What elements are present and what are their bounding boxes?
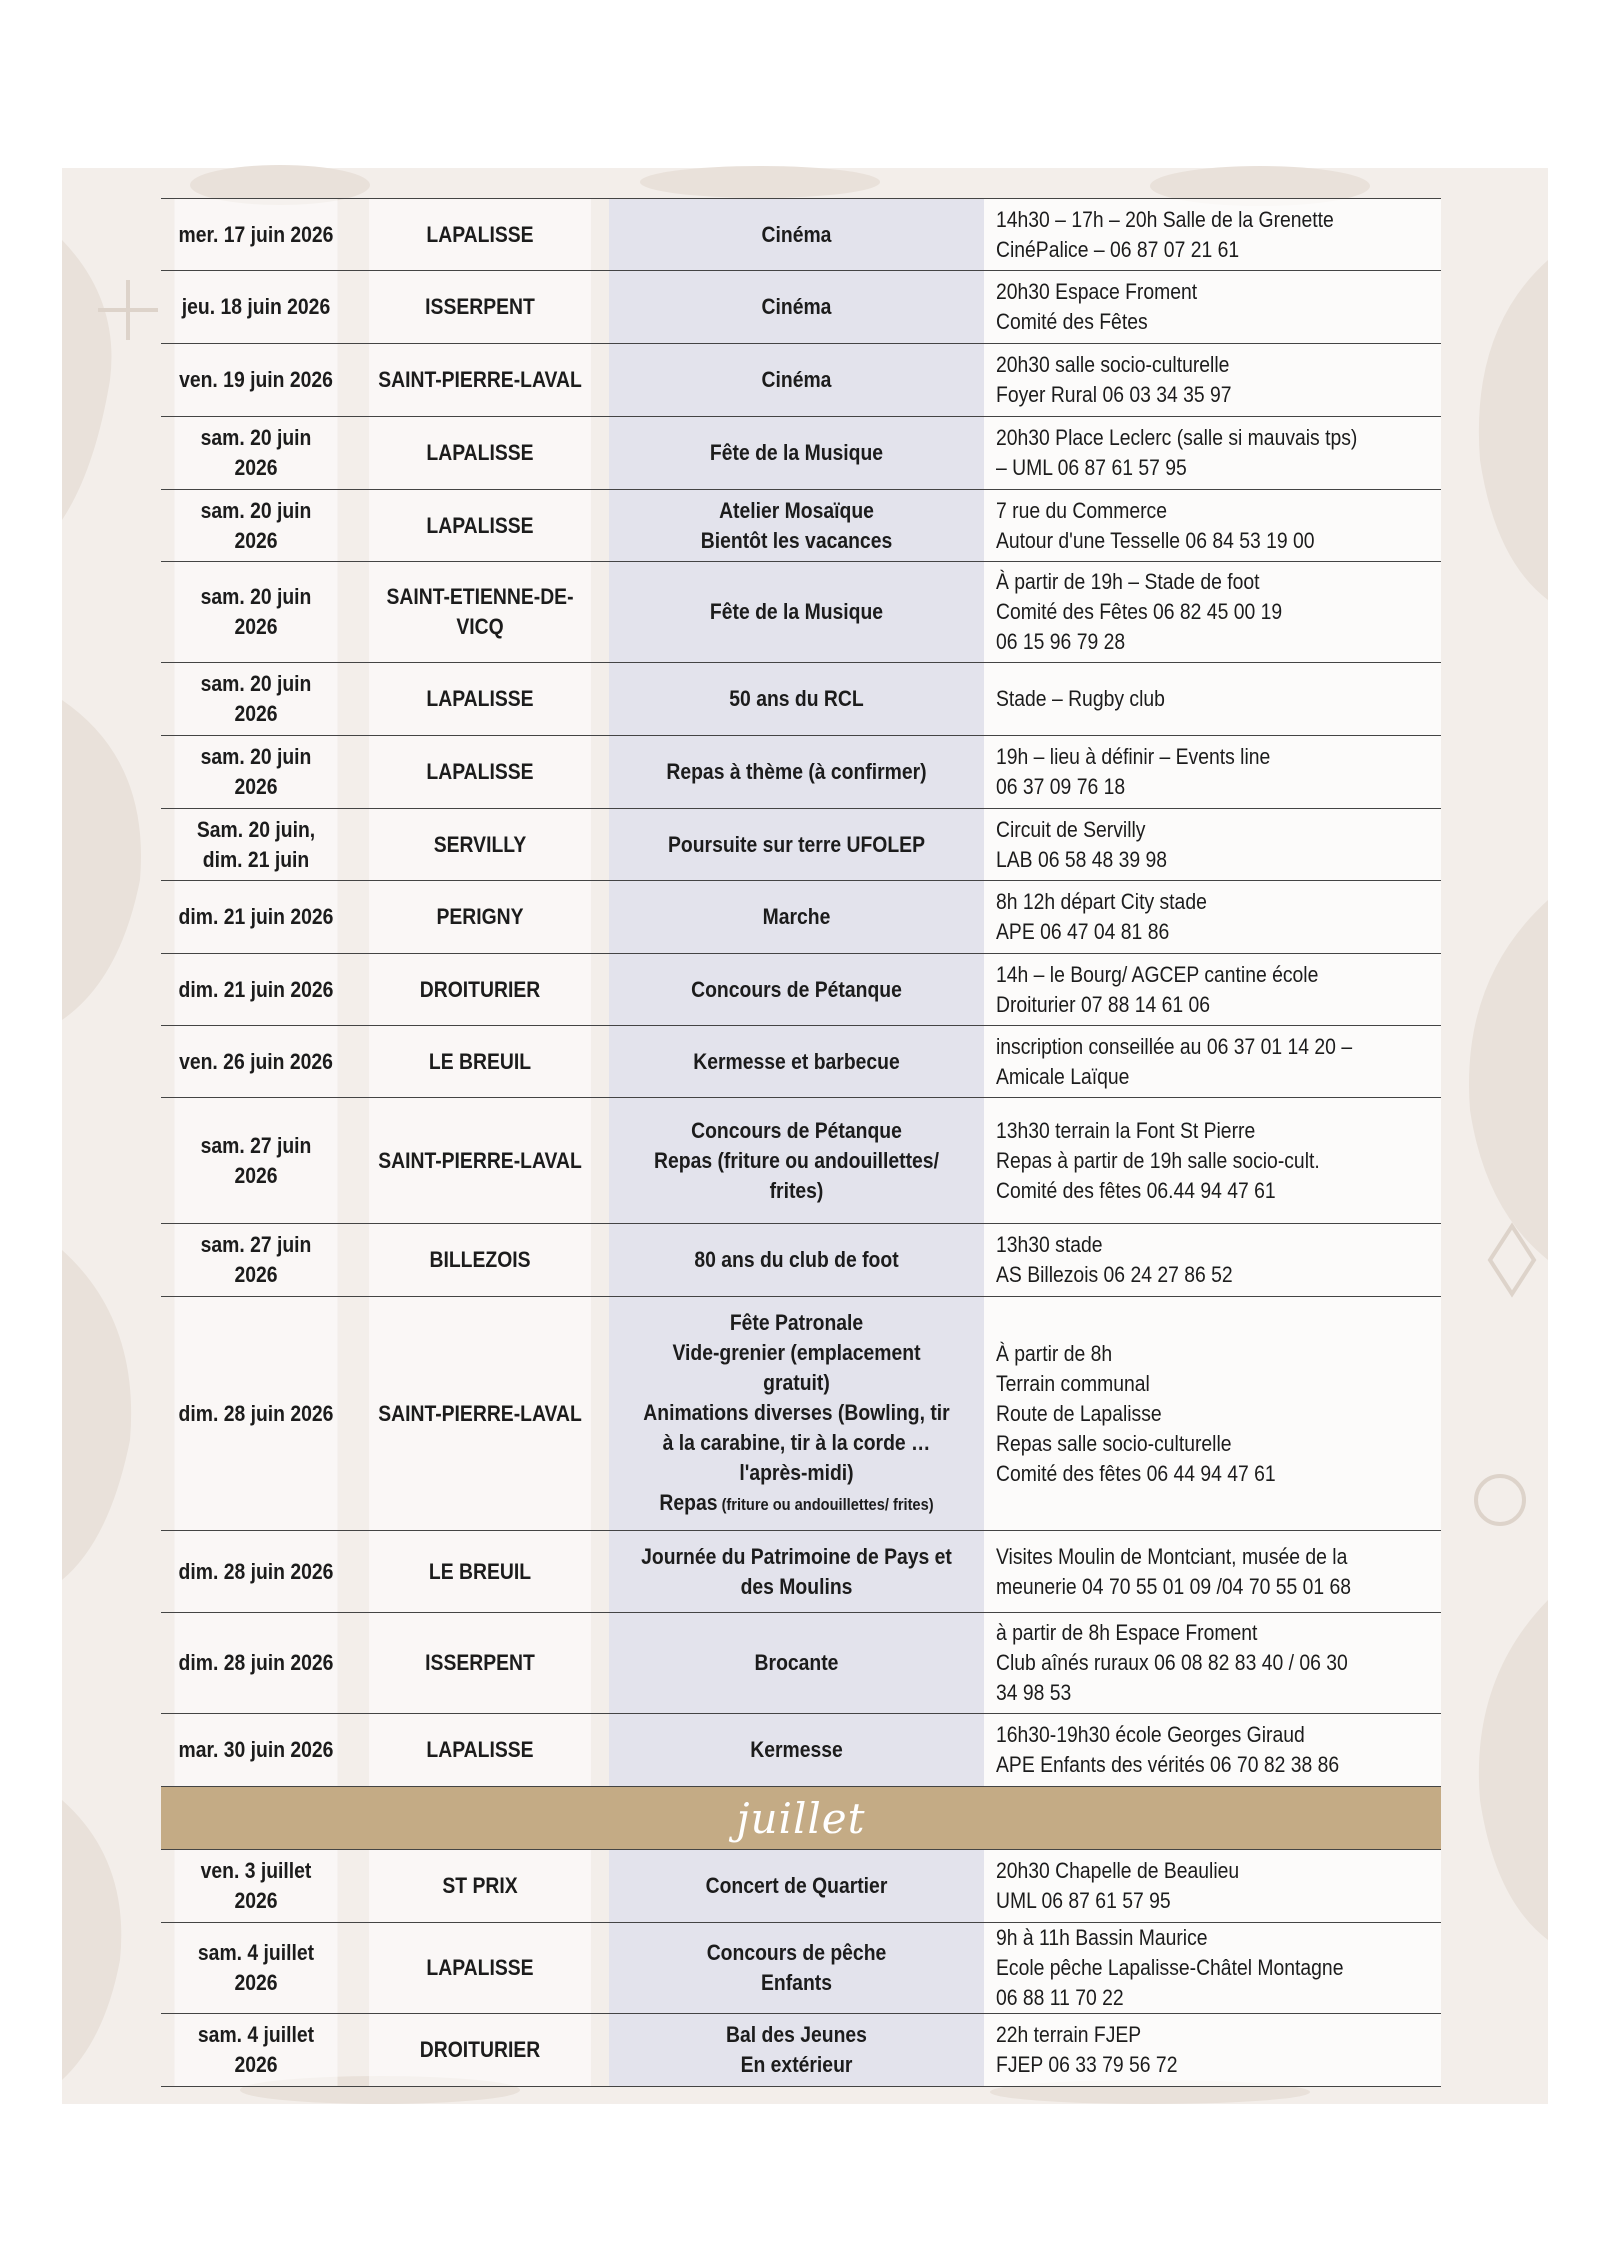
table-row (161, 881, 1441, 954)
event-date (174, 199, 337, 271)
event-location-line: SAINT-PIERRE-LAVAL (378, 1400, 582, 1426)
event-date-line: 2026 (234, 1888, 278, 1913)
event-details (984, 809, 1441, 881)
event-details-line: Circuit de Servilly (996, 816, 1146, 842)
event-details-line: APE 06 47 04 81 86 (996, 919, 1170, 944)
event-details-line: UML 06 87 61 57 95 (996, 1888, 1171, 1913)
event-date-line: sam. 20 juin (200, 744, 312, 769)
event-title-line: à la carabine, tir à la corde … (662, 1429, 931, 1455)
event-date (174, 1098, 337, 1224)
event-location (369, 1613, 591, 1714)
event-details-line: APE Enfants des vérités 06 70 82 38 86 (996, 1752, 1340, 1777)
event-location (369, 562, 591, 663)
event-details-line: À partir de 8h (996, 1340, 1113, 1366)
event-date (174, 881, 337, 954)
event-location-line: ST PRIX (442, 1873, 518, 1898)
event-date-line: ven. 26 juin 2026 (179, 1048, 333, 1074)
event-location (369, 881, 591, 954)
event-location-line: LE BREUIL (428, 1558, 532, 1584)
event-title (609, 199, 984, 271)
event-title-line: Animations diverses (Bowling, tir (643, 1399, 950, 1425)
event-details (984, 954, 1441, 1026)
event-details-line: 9h à 11h Bassin Maurice (996, 1925, 1208, 1950)
event-details-line: LAB 06 58 48 39 98 (996, 846, 1168, 872)
event-date (174, 809, 337, 881)
event-details-line: Comité des fêtes 06 44 94 47 61 (996, 1460, 1276, 1486)
event-location-line: LAPALISSE (426, 686, 534, 711)
event-details-line: Club aînés ruraux 06 08 82 83 40 / 06 30 (996, 1650, 1348, 1675)
event-details-line: Route de Lapalisse (996, 1400, 1162, 1426)
table-row (161, 1098, 1441, 1224)
event-title-line: Bal des Jeunes (726, 2022, 867, 2047)
event-details-line: meunerie 04 70 55 01 09 /04 70 55 01 68 (996, 1573, 1352, 1599)
event-date-line: sam. 20 juin (200, 497, 312, 523)
event-details (984, 1531, 1441, 1613)
event-details-line: Repas salle socio-culturelle (996, 1430, 1232, 1456)
event-details (984, 663, 1441, 736)
event-details (984, 1850, 1441, 1923)
event-title-line: En extérieur (740, 2052, 853, 2077)
event-title-line: Marche (762, 904, 831, 929)
event-details-line: 06 15 96 79 28 (996, 629, 1126, 654)
event-date (174, 663, 337, 736)
event-details-line: 8h 12h départ City stade (996, 889, 1207, 914)
event-date-line: ven. 19 juin 2026 (179, 367, 333, 392)
event-location (369, 271, 591, 344)
event-details-line: 20h30 Chapelle de Beaulieu (996, 1858, 1240, 1883)
event-title-inner (635, 830, 958, 860)
event-details-line: 20h30 Place Leclerc (salle si mauvais tps) (996, 425, 1358, 450)
event-location-line: BILLEZOIS (429, 1247, 531, 1272)
event-details-line: 13h30 stade (996, 1232, 1103, 1257)
event-details-line: AS Billezois 06 24 27 86 52 (996, 1262, 1233, 1287)
event-details-inner (996, 2020, 1379, 2080)
event-details (984, 1098, 1441, 1224)
event-details (984, 1714, 1441, 1787)
event-details-line: FJEP 06 33 79 56 72 (996, 2052, 1178, 2077)
event-title-line: Brocante (754, 1650, 839, 1675)
event-details-inner (996, 815, 1379, 875)
event-location (369, 1923, 591, 2014)
event-location (369, 417, 591, 490)
event-details-inner (996, 1618, 1379, 1708)
event-details (984, 1613, 1441, 1714)
event-details (984, 490, 1441, 562)
event-title-line: Fête de la Musique (709, 599, 884, 624)
table-row (161, 954, 1441, 1026)
event-location-line: ISSERPENT (425, 294, 535, 319)
event-details-line: Droiturier 07 88 14 61 06 (996, 991, 1211, 1017)
event-date-line: dim. 28 juin 2026 (178, 1650, 334, 1675)
event-details-line: Autour d'une Tesselle 06 84 53 19 00 (996, 527, 1315, 553)
event-details-line: Amicale Laïque (996, 1063, 1130, 1089)
event-details (984, 736, 1441, 809)
events-table-body (161, 199, 1441, 2087)
event-title (609, 1297, 984, 1531)
table-row (161, 1297, 1441, 1531)
event-title-inner (635, 902, 958, 932)
event-details-line: 19h – lieu à définir – Events line (996, 744, 1271, 769)
event-details-inner (996, 567, 1379, 657)
event-details-line: 20h30 salle socio-culturelle (996, 352, 1230, 377)
event-details-line: 22h terrain FJEP (996, 2022, 1142, 2047)
event-title-line: Poursuite sur terre UFOLEP (667, 831, 925, 857)
event-details-inner (996, 277, 1379, 337)
event-location (369, 344, 591, 417)
event-date (174, 2014, 337, 2087)
event-location (369, 1297, 591, 1531)
event-date (174, 954, 337, 1026)
event-details-inner (996, 1230, 1379, 1290)
event-date-line: dim. 28 juin 2026 (178, 1558, 334, 1584)
event-date-line: mer. 17 juin 2026 (178, 221, 334, 247)
event-details (984, 271, 1441, 344)
event-title-inner (635, 975, 958, 1005)
event-title-inner (635, 1116, 958, 1206)
event-location-line: VICQ (456, 614, 504, 639)
event-title-line: gratuit) (763, 1369, 830, 1395)
event-title (609, 271, 984, 344)
event-date-line: sam. 27 juin (200, 1132, 312, 1158)
event-location (369, 1098, 591, 1224)
event-details-line: Foyer Rural 06 03 34 35 97 (996, 382, 1232, 407)
event-details-line: Repas à partir de 19h salle socio-cult. (996, 1147, 1320, 1173)
event-date-line: sam. 20 juin (200, 425, 312, 450)
event-location-line: ISSERPENT (425, 1650, 535, 1675)
event-details-inner (996, 1116, 1379, 1206)
event-location (369, 736, 591, 809)
event-title (609, 1613, 984, 1714)
event-title-inner (635, 2020, 958, 2080)
event-details-line: À partir de 19h – Stade de foot (996, 569, 1260, 594)
event-title (609, 1850, 984, 1923)
event-details (984, 2014, 1441, 2087)
event-title (609, 562, 984, 663)
event-title-inner (635, 1871, 958, 1901)
event-title-line: des Moulins (740, 1573, 853, 1599)
event-title-line: Concours de Pétanque (691, 976, 902, 1002)
event-location-line: LE BREUIL (428, 1048, 532, 1074)
event-location (369, 490, 591, 562)
table-row (161, 1850, 1441, 1923)
event-title-line (635, 1488, 958, 1520)
event-title-inner (635, 1047, 958, 1077)
event-details-inner (996, 205, 1379, 265)
event-location-line: DROITURIER (419, 2037, 541, 2062)
event-details-inner (996, 1032, 1379, 1092)
event-location-line: LAPALISSE (426, 512, 534, 538)
table-row (161, 1531, 1441, 1613)
event-date (174, 1714, 337, 1787)
event-title (609, 344, 984, 417)
event-title (609, 881, 984, 954)
event-title-note: (friture ou andouillettes/ frites) (717, 1494, 934, 1514)
event-title-line: l'après-midi) (739, 1459, 854, 1485)
event-location-line: DROITURIER (419, 976, 541, 1002)
event-title-inner (635, 757, 958, 787)
event-date-line: Sam. 20 juin, (196, 816, 316, 842)
event-title-line: Concours de Pétanque (691, 1117, 902, 1143)
event-title (609, 663, 984, 736)
event-title-line: Kermesse et barbecue (693, 1048, 900, 1074)
event-date-line: 2026 (234, 1262, 278, 1287)
event-location (369, 199, 591, 271)
event-details (984, 1224, 1441, 1297)
event-date (174, 490, 337, 562)
table-row (161, 736, 1441, 809)
table-row (161, 562, 1441, 663)
event-details (984, 1923, 1441, 2014)
event-date-line: sam. 4 juillet (197, 1940, 315, 1965)
event-details (984, 344, 1441, 417)
event-details-inner (996, 350, 1379, 410)
event-location-line: SAINT-PIERRE-LAVAL (378, 367, 582, 392)
event-title (609, 1714, 984, 1787)
event-details-inner (996, 1339, 1379, 1489)
event-date-line: 2026 (234, 455, 278, 480)
event-title-inner (635, 1648, 958, 1678)
event-details-line: Comité des Fêtes 06 82 45 00 19 (996, 599, 1283, 624)
table-row (161, 199, 1441, 271)
event-title-line: Enfants (761, 1970, 832, 1995)
event-details-line: 14h30 – 17h – 20h Salle de la Grenette (996, 206, 1334, 232)
event-title (609, 1923, 984, 2014)
event-title-inner (635, 365, 958, 395)
table-row (161, 2014, 1441, 2087)
event-details-line: Ecole pêche Lapalisse-Châtel Montagne (996, 1955, 1344, 1980)
table-row (161, 271, 1441, 344)
event-title-inner (635, 1542, 958, 1602)
event-title-inner (635, 1735, 958, 1765)
event-details-line: 34 98 53 (996, 1680, 1072, 1705)
event-title (609, 1026, 984, 1098)
event-title (609, 1531, 984, 1613)
event-title (609, 1098, 984, 1224)
event-location (369, 1531, 591, 1613)
event-title-line: Cinéma (761, 294, 832, 319)
table-row (161, 1026, 1441, 1098)
event-title-bold: Repas (659, 1489, 718, 1515)
event-location (369, 663, 591, 736)
event-location (369, 954, 591, 1026)
event-date-line: ven. 3 juillet (200, 1858, 312, 1883)
event-details-inner (996, 1720, 1379, 1780)
event-details (984, 881, 1441, 954)
event-title (609, 809, 984, 881)
events-table (161, 198, 1441, 2087)
event-title-line: Concert de Quartier (705, 1873, 888, 1898)
table-row (161, 1613, 1441, 1714)
event-title-inner (635, 1245, 958, 1275)
event-date-line: dim. 21 juin 2026 (178, 904, 334, 929)
event-date-line: jeu. 18 juin 2026 (181, 294, 331, 319)
event-details-line: 16h30-19h30 école Georges Giraud (996, 1722, 1305, 1747)
event-date-line: 2026 (234, 774, 278, 799)
event-location (369, 1850, 591, 1923)
event-location (369, 2014, 591, 2087)
table-row (161, 490, 1441, 562)
event-title-line: 50 ans du RCL (729, 686, 864, 711)
event-details-line: Stade – Rugby club (996, 686, 1165, 711)
event-date-line: sam. 20 juin (200, 671, 312, 696)
event-location (369, 1224, 591, 1297)
event-location-line: PERIGNY (436, 904, 524, 929)
event-details-inner (996, 887, 1379, 947)
event-details-inner (996, 1856, 1379, 1916)
event-date-line: 2026 (234, 614, 278, 639)
event-details-line: – UML 06 87 61 57 95 (996, 455, 1187, 480)
event-title-line: Cinéma (761, 367, 832, 392)
event-title-inner (635, 292, 958, 322)
event-title-line: Concours de pêche (706, 1940, 887, 1965)
event-title-inner (635, 438, 958, 468)
month-divider (161, 1787, 1441, 1850)
event-date (174, 344, 337, 417)
event-location-line: LAPALISSE (426, 759, 534, 784)
event-details-inner (996, 742, 1379, 802)
event-title (609, 417, 984, 490)
table-row (161, 417, 1441, 490)
event-title-line: Repas à thème (à confirmer) (666, 759, 927, 784)
event-location-line: LAPALISSE (426, 221, 534, 247)
event-title-inner (635, 597, 958, 627)
event-title-line: Fête de la Musique (709, 440, 884, 465)
event-date (174, 1613, 337, 1714)
event-date-line: sam. 4 juillet (197, 2022, 315, 2047)
event-date-line: 2026 (234, 527, 278, 553)
event-details-inner (996, 1542, 1379, 1602)
event-title-line: Cinéma (761, 221, 832, 247)
event-title-inner (635, 684, 958, 714)
event-details-line: 20h30 Espace Froment (996, 279, 1198, 304)
month-divider-cell (161, 1787, 1441, 1850)
event-date-line: 2026 (234, 701, 278, 726)
event-title-inner (635, 1308, 958, 1520)
table-row (161, 1923, 1441, 2014)
event-title-line: Fête Patronale (729, 1309, 864, 1335)
event-details-line: 06 37 09 76 18 (996, 774, 1126, 799)
event-location (369, 1714, 591, 1787)
event-date-line: mar. 30 juin 2026 (178, 1737, 334, 1762)
event-details-inner (996, 684, 1379, 714)
event-details (984, 199, 1441, 271)
event-date-line: 2026 (234, 1162, 278, 1188)
event-details (984, 562, 1441, 663)
table-row (161, 809, 1441, 881)
event-title-line: frites) (769, 1177, 824, 1203)
event-location-line: LAPALISSE (426, 1737, 534, 1762)
event-date-line: sam. 27 juin (200, 1232, 312, 1257)
event-date-line: dim. 28 juin 2026 (178, 1400, 334, 1426)
event-date (174, 417, 337, 490)
event-location-line: LAPALISSE (426, 1955, 534, 1980)
event-date (174, 1224, 337, 1297)
event-title-inner (635, 496, 958, 556)
event-title-line: Journée du Patrimoine de Pays et (641, 1543, 952, 1569)
event-date (174, 1923, 337, 2014)
event-title (609, 736, 984, 809)
event-date (174, 271, 337, 344)
event-details-inner (996, 1923, 1379, 2013)
event-location-line: LAPALISSE (426, 440, 534, 465)
event-title-line: Repas (friture ou andouillettes/ (654, 1147, 939, 1173)
event-details (984, 1297, 1441, 1531)
event-details (984, 417, 1441, 490)
event-details-line: à partir de 8h Espace Froment (996, 1620, 1258, 1645)
event-date (174, 1297, 337, 1531)
table-row (161, 663, 1441, 736)
event-details-line: 14h – le Bourg/ AGCEP cantine école (996, 961, 1319, 987)
event-date-line: sam. 20 juin (200, 584, 312, 609)
event-location-line: SAINT-PIERRE-LAVAL (378, 1147, 582, 1173)
event-date-line: dim. 21 juin 2026 (178, 976, 334, 1002)
event-details-line: 06 88 11 70 22 (996, 1985, 1124, 2010)
event-title (609, 954, 984, 1026)
event-location (369, 809, 591, 881)
event-details-line: 13h30 terrain la Font St Pierre (996, 1117, 1256, 1143)
event-title-line: 80 ans du club de foot (694, 1247, 899, 1272)
event-location-line: SERVILLY (433, 831, 527, 857)
event-details-line: inscription conseillée au 06 37 01 14 20 – (996, 1033, 1353, 1059)
event-title-line: Vide-grenier (emplacement (672, 1339, 921, 1365)
event-date-line: dim. 21 juin (202, 846, 310, 872)
event-details-line: 7 rue du Commerce (996, 497, 1168, 523)
event-title-inner (635, 220, 958, 250)
event-title (609, 490, 984, 562)
event-details-line: Terrain communal (996, 1370, 1150, 1396)
event-title-line: Bientôt les vacances (700, 527, 893, 553)
event-title-line: Atelier Mosaïque (719, 497, 874, 523)
event-location (369, 1026, 591, 1098)
event-title (609, 2014, 984, 2087)
event-details-inner (996, 423, 1379, 483)
event-date-line: 2026 (234, 1970, 278, 1995)
table-row (161, 1714, 1441, 1787)
event-details-inner (996, 496, 1379, 556)
event-date (174, 562, 337, 663)
table-row (161, 1224, 1441, 1297)
table-row (161, 344, 1441, 417)
event-details (984, 1026, 1441, 1098)
event-details-line: Comité des fêtes 06.44 94 47 61 (996, 1177, 1276, 1203)
event-title-line: Kermesse (750, 1737, 843, 1762)
decor-top-swirl-2 (640, 166, 880, 198)
event-location-line: SAINT-ETIENNE-DE- (386, 584, 574, 609)
month-label: juillet (736, 1793, 866, 1843)
event-title-inner (635, 1938, 958, 1998)
event-details-line: CinéPalice – 06 87 07 21 61 (996, 236, 1240, 262)
event-date-line: 2026 (234, 2052, 278, 2077)
event-date (174, 1531, 337, 1613)
event-title (609, 1224, 984, 1297)
event-date (174, 736, 337, 809)
event-details-line: Comité des Fêtes (996, 309, 1148, 334)
event-details-line: Visites Moulin de Montciant, musée de la (996, 1543, 1348, 1569)
event-date (174, 1026, 337, 1098)
event-date (174, 1850, 337, 1923)
event-details-inner (996, 960, 1379, 1020)
